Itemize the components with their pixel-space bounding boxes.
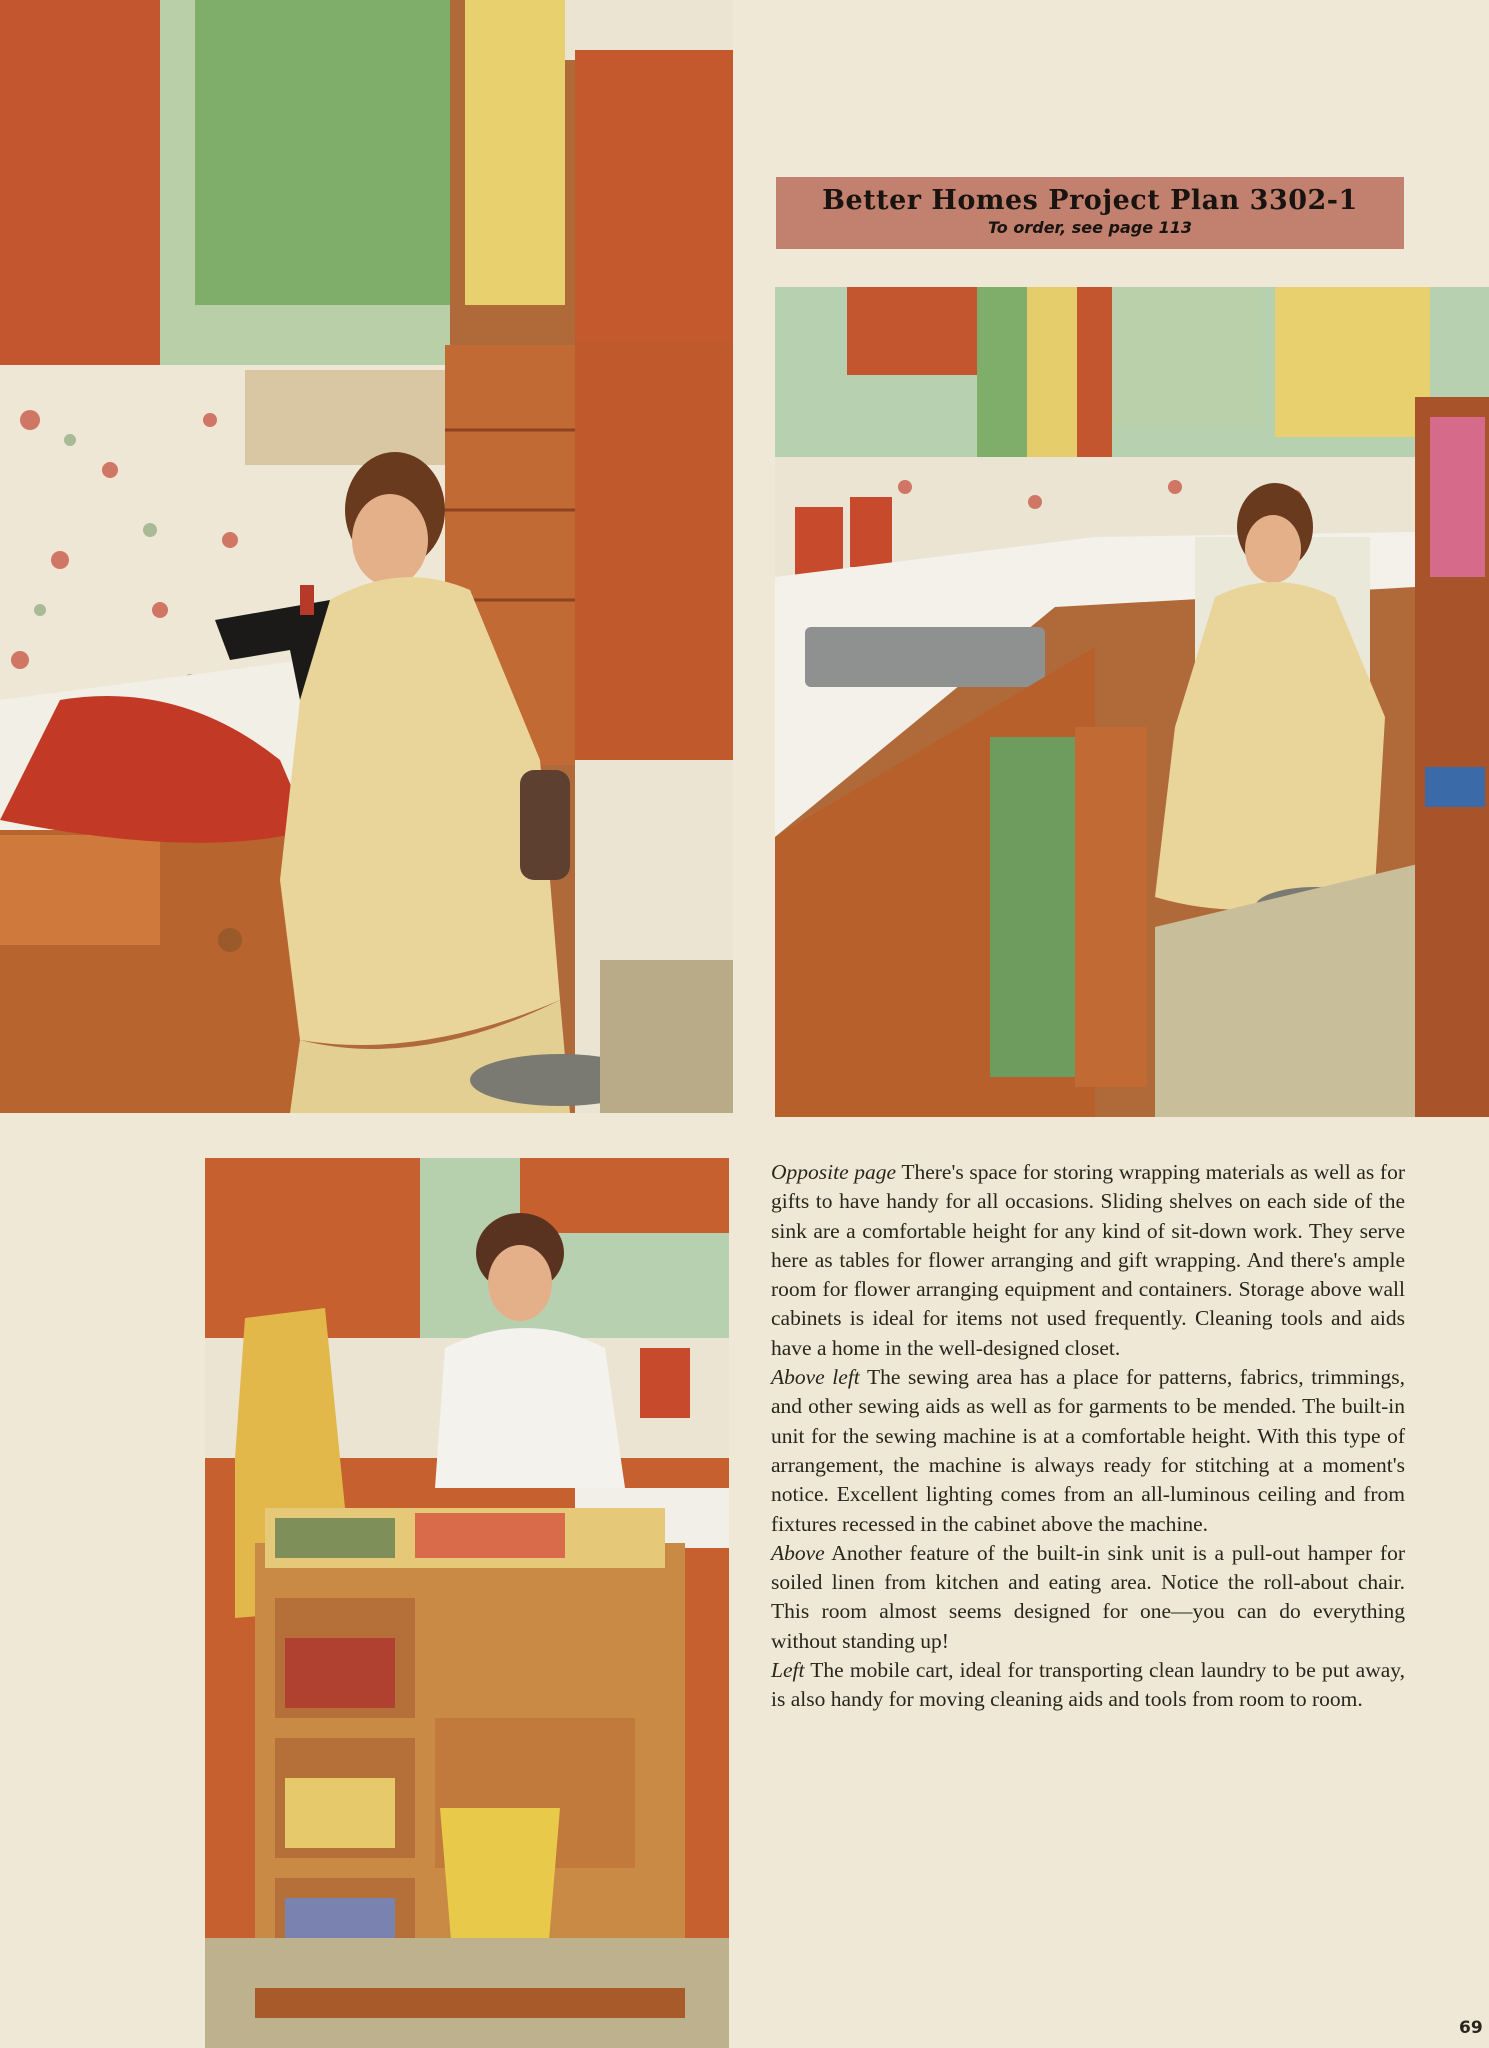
sewing-area-illustration bbox=[0, 0, 733, 1113]
mobile-cart-photo bbox=[205, 1158, 729, 2048]
caption-text: The sewing area has a place for patterns, fabrics, trimmings, and other sewing aids as well as for garments to be mended. The built-in unit for the sewing machine is at a comfortable height. With this type of arrangement, the machine is always ready for stitching at a moment's notice. Excellent lighting comes from an all-luminous ceiling and from fixtures recessed in the cabinet above the machine. bbox=[771, 1365, 1405, 1536]
sink-hamper-photo bbox=[775, 287, 1489, 1117]
caption-opposite-page bbox=[771, 1158, 1405, 1363]
mobile-cart-illustration bbox=[205, 1158, 729, 2048]
caption-above-left bbox=[771, 1363, 1405, 1539]
caption-lead: Opposite page bbox=[771, 1160, 897, 1184]
caption-above bbox=[771, 1539, 1405, 1656]
project-plan-order-note: To order, see page 113 bbox=[987, 218, 1193, 237]
sink-hamper-illustration bbox=[775, 287, 1489, 1117]
caption-lead: Left bbox=[771, 1658, 805, 1683]
project-plan-title: Better Homes Project Plan 3302-1 bbox=[822, 185, 1358, 216]
caption-left bbox=[771, 1656, 1405, 1715]
caption-lead: Above bbox=[771, 1540, 825, 1565]
sewing-area-photo bbox=[0, 0, 733, 1113]
caption-lead: Above left bbox=[771, 1365, 860, 1390]
caption-text: There's space for storing wrapping materials as well as for gifts to have handy for all occasions. Sliding shelves on each side of the sink are a comfortable height for any kind of sit-down work. They serve here as tables for flower arranging and gift wrapping. And there's ample room for flower arranging equipment and containers. Storage above wall cabinets is ideal for items not used frequently. Cleaning tools and aids have a home in the well-designed closet. bbox=[771, 1160, 1405, 1360]
caption-text: Another feature of the built-in sink unit is a pull-out hamper for soiled linen from kitchen and eating area. Notice the roll-about chair. This room almost seems designed for one—you can do everything without standing up! bbox=[771, 1540, 1405, 1653]
caption-text: The mobile cart, ideal for transporting clean laundry to be put away, is also handy for moving cleaning aids and tools from room to room. bbox=[771, 1658, 1405, 1712]
page-number: 69 bbox=[1459, 2018, 1483, 2038]
caption-block bbox=[771, 1158, 1405, 1715]
project-plan-banner bbox=[776, 177, 1404, 249]
